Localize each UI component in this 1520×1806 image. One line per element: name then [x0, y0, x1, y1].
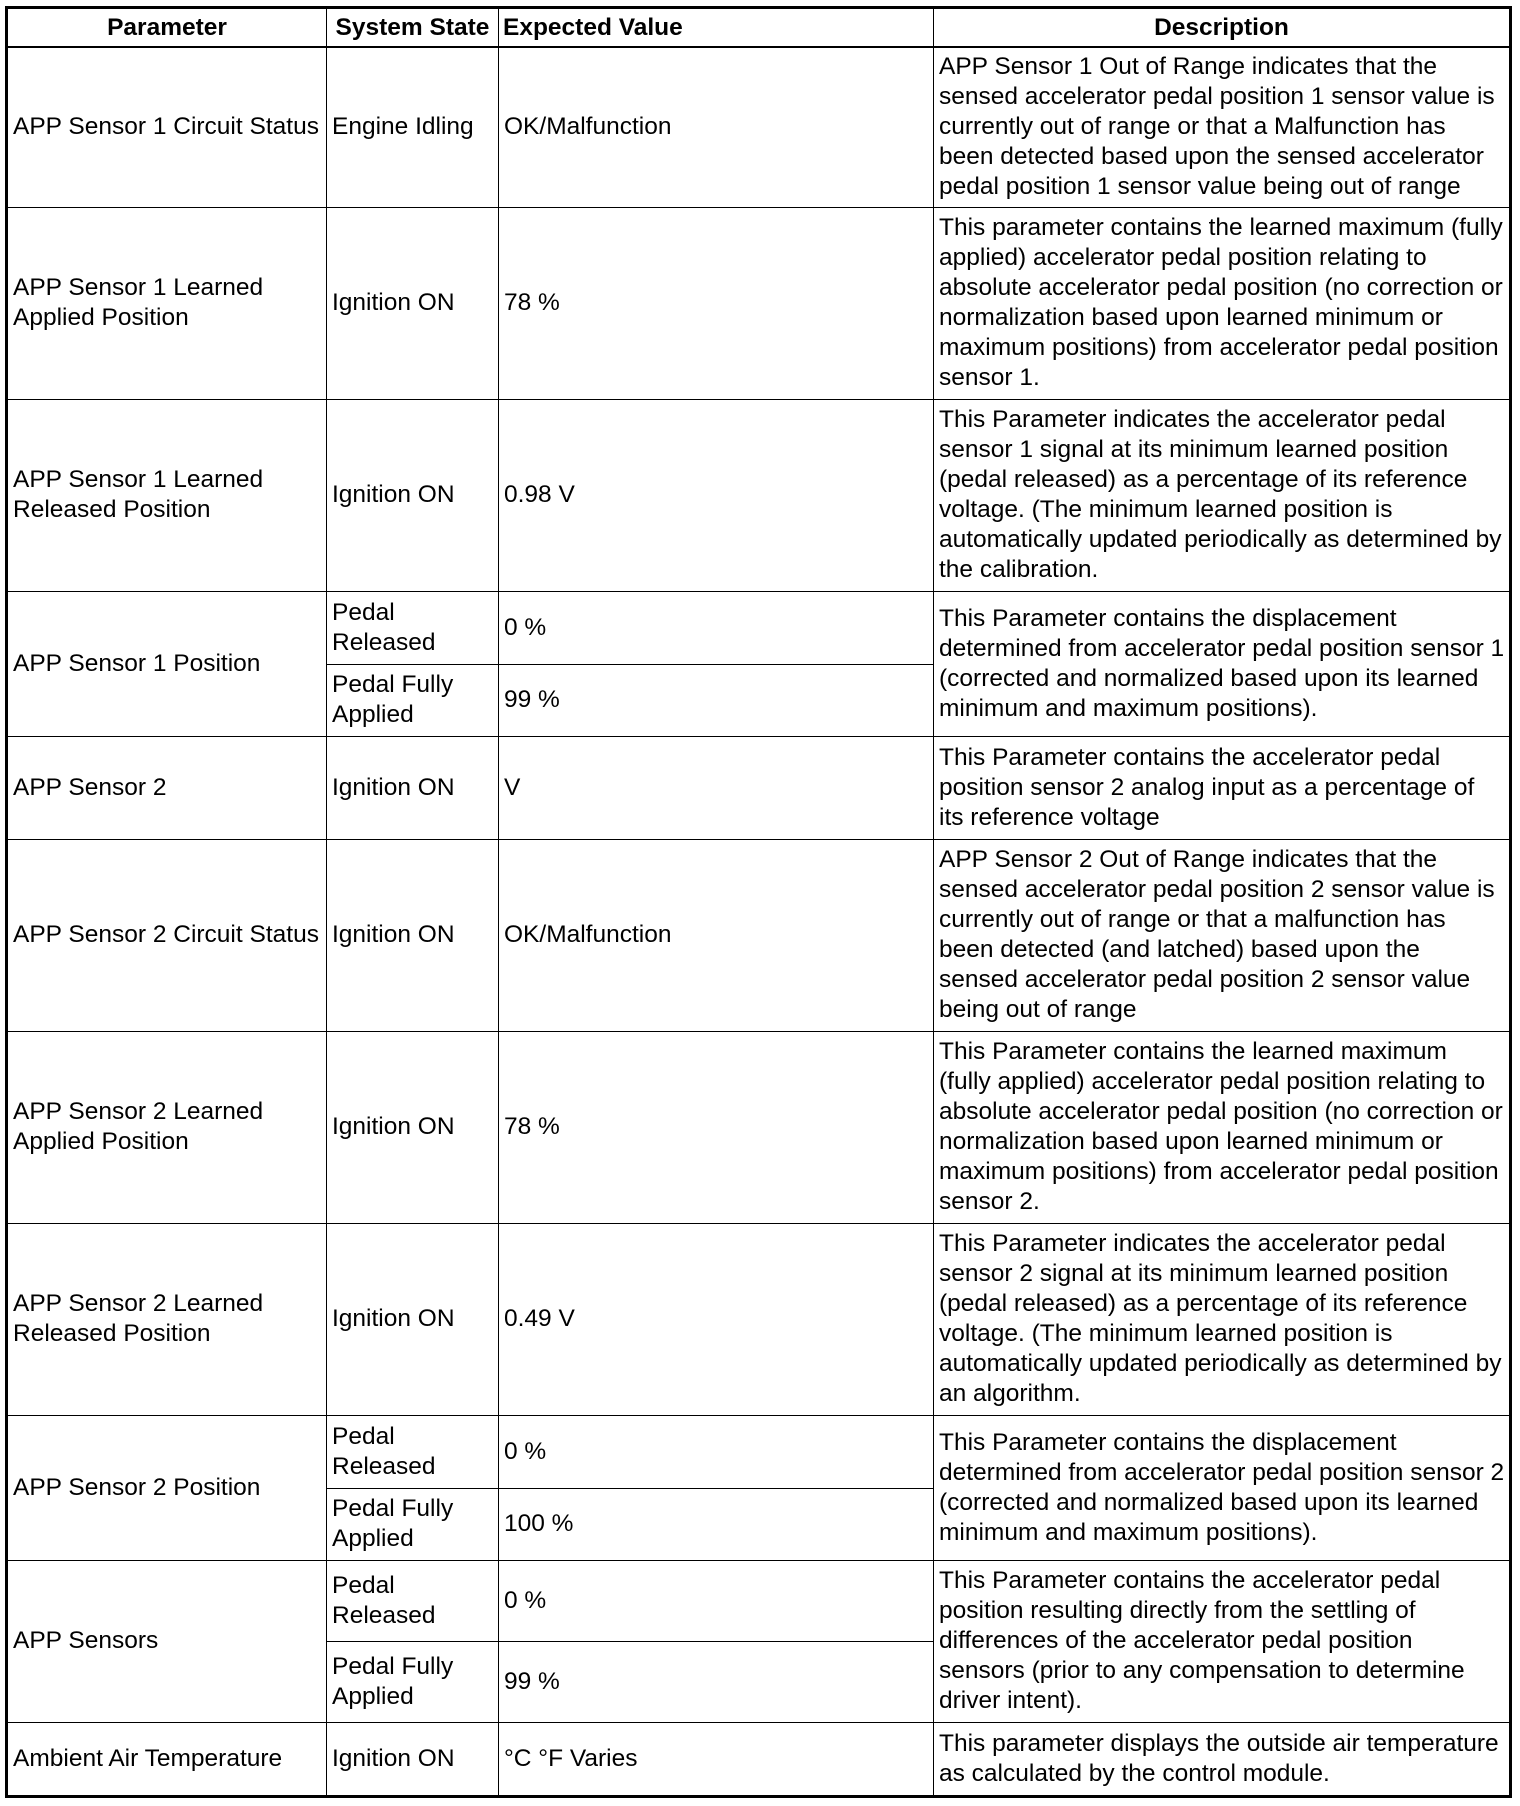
- parameter-cell: APP Sensor 2 Position: [7, 1415, 327, 1560]
- description-cell: This Parameter contains the displacement determined from accelerator pedal position sensor 2 (corrected and normalized based upon its learned minimum and maximum positions).: [934, 1415, 1511, 1560]
- description-cell: This parameter displays the outside air temperature as calculated by the control module.: [934, 1722, 1511, 1796]
- parameter-cell: Ambient Air Temperature: [7, 1722, 327, 1796]
- system-state-cell: Engine Idling: [327, 47, 499, 207]
- expected-value-cell: V: [499, 736, 934, 839]
- parameter-cell: APP Sensor 2 Learned Released Position: [7, 1223, 327, 1415]
- system-state-cell: Ignition ON: [327, 1031, 499, 1223]
- parameter-cell: APP Sensor 1 Position: [7, 591, 327, 736]
- parameter-table: [5, 6, 1512, 1798]
- table-row: [7, 591, 1511, 664]
- header-expected-value: Expected Value: [499, 8, 934, 48]
- system-state-cell: Pedal Released: [327, 591, 499, 664]
- header-row: [7, 8, 1511, 48]
- table-row: [7, 399, 1511, 591]
- expected-value-cell: OK/Malfunction: [499, 47, 934, 207]
- header-parameter: Parameter: [7, 8, 327, 48]
- system-state-cell: Ignition ON: [327, 1223, 499, 1415]
- system-state-cell: Pedal Released: [327, 1415, 499, 1488]
- parameter-cell: APP Sensor 1 Learned Released Position: [7, 399, 327, 591]
- parameter-cell: APP Sensors: [7, 1560, 327, 1722]
- description-cell: APP Sensor 2 Out of Range indicates that the sensed accelerator pedal position 2 sensor value is currently out of range or that a malfunction has been detected (and latched) based upon the sensed accelerator pedal position 2 sensor value being out of range: [934, 839, 1511, 1031]
- expected-value-cell: 100 %: [499, 1488, 934, 1560]
- expected-value-cell: 0 %: [499, 591, 934, 664]
- description-cell: This Parameter contains the accelerator pedal position sensor 2 analog input as a percentage of its reference voltage: [934, 736, 1511, 839]
- expected-value-cell: 78 %: [499, 207, 934, 399]
- table-row: [7, 207, 1511, 399]
- system-state-cell: Ignition ON: [327, 1722, 499, 1796]
- system-state-cell: Ignition ON: [327, 736, 499, 839]
- system-state-cell: Ignition ON: [327, 399, 499, 591]
- description-cell: APP Sensor 1 Out of Range indicates that the sensed accelerator pedal position 1 sensor value is currently out of range or that a Malfunction has been detected based upon the sensed accelerator pedal position 1 sensor value being out of range: [934, 47, 1511, 207]
- description-cell: This Parameter contains the accelerator pedal position resulting directly from the settling of differences of the accelerator pedal position sensors (prior to any compensation to determine driver intent).: [934, 1560, 1511, 1722]
- expected-value-cell: 78 %: [499, 1031, 934, 1223]
- description-cell: This Parameter contains the displacement determined from accelerator pedal position sensor 1 (corrected and normalized based upon its learned minimum and maximum positions).: [934, 591, 1511, 736]
- table-row: [7, 1415, 1511, 1488]
- description-cell: This parameter contains the learned maximum (fully applied) accelerator pedal position relating to absolute accelerator pedal position (no correction or normalization based upon learned minimum or maximum positions) from accelerator pedal position sensor 1.: [934, 207, 1511, 399]
- header-system-state: System State: [327, 8, 499, 48]
- table-row: [7, 1031, 1511, 1223]
- system-state-cell: Pedal Fully Applied: [327, 664, 499, 736]
- expected-value-cell: 0 %: [499, 1560, 934, 1641]
- table-row: [7, 736, 1511, 839]
- parameter-cell: APP Sensor 1 Circuit Status: [7, 47, 327, 207]
- description-cell: This Parameter indicates the accelerator pedal sensor 1 signal at its minimum learned position (pedal released) as a percentage of its reference voltage. (The minimum learned position is automatically updated periodically as determined by the calibration.: [934, 399, 1511, 591]
- expected-value-cell: OK/Malfunction: [499, 839, 934, 1031]
- system-state-cell: Pedal Released: [327, 1560, 499, 1641]
- system-state-cell: Pedal Fully Applied: [327, 1641, 499, 1722]
- table-row: [7, 47, 1511, 207]
- description-cell: This Parameter indicates the accelerator pedal sensor 2 signal at its minimum learned position (pedal released) as a percentage of its reference voltage. (The minimum learned position is automatically updated periodically as determined by an algorithm.: [934, 1223, 1511, 1415]
- table-row: [7, 1560, 1511, 1641]
- parameter-cell: APP Sensor 2: [7, 736, 327, 839]
- system-state-cell: Ignition ON: [327, 839, 499, 1031]
- description-cell: This Parameter contains the learned maximum (fully applied) accelerator pedal position relating to absolute accelerator pedal position (no correction or normalization based upon learned minimum or maximum positions) from accelerator pedal position sensor 2.: [934, 1031, 1511, 1223]
- table-row: [7, 1722, 1511, 1796]
- expected-value-cell: 0.49 V: [499, 1223, 934, 1415]
- parameter-cell: APP Sensor 2 Circuit Status: [7, 839, 327, 1031]
- expected-value-cell: 99 %: [499, 1641, 934, 1722]
- expected-value-cell: 99 %: [499, 664, 934, 736]
- header-description: Description: [934, 8, 1511, 48]
- parameter-cell: APP Sensor 1 Learned Applied Position: [7, 207, 327, 399]
- expected-value-cell: 0.98 V: [499, 399, 934, 591]
- parameter-cell: APP Sensor 2 Learned Applied Position: [7, 1031, 327, 1223]
- system-state-cell: Ignition ON: [327, 207, 499, 399]
- table-row: [7, 1223, 1511, 1415]
- system-state-cell: Pedal Fully Applied: [327, 1488, 499, 1560]
- expected-value-cell: 0 %: [499, 1415, 934, 1488]
- table-row: [7, 839, 1511, 1031]
- expected-value-cell: °C °F Varies: [499, 1722, 934, 1796]
